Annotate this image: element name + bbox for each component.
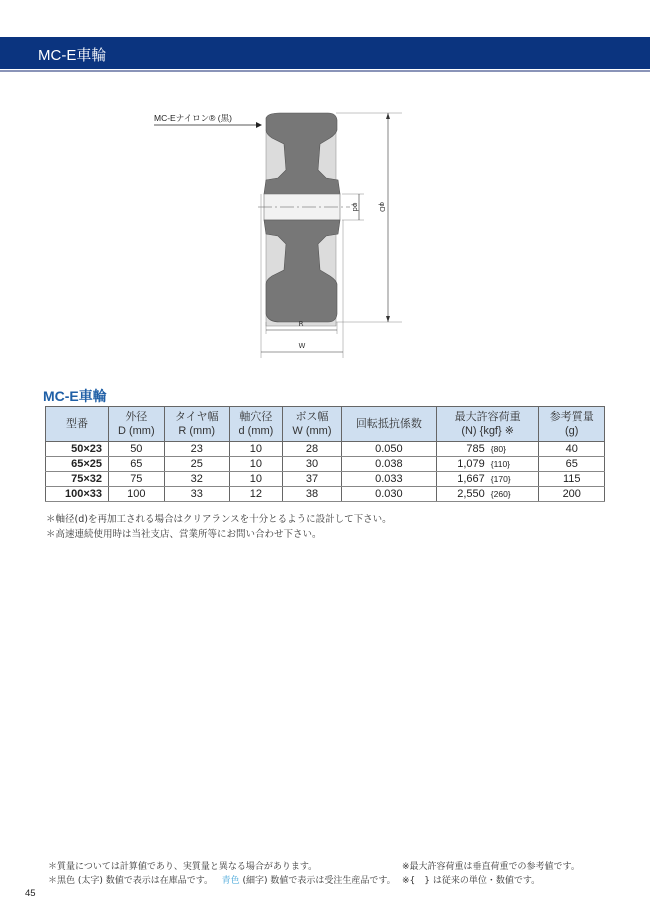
footnote-max-load: ※最大許容荷重は垂直荷重での参考値です。: [402, 862, 580, 872]
note-shaft-rework: ＊軸径(d)を再加工される場合はクリアランスを十分とるように設計して下さい。: [46, 514, 392, 525]
col-tire-width: タイヤ幅 R (mm): [164, 407, 229, 442]
table-row: 65×25 65 25 10 30 0.038 1,079 {110} 65: [46, 457, 605, 472]
note-high-speed: ＊高速連続使用時は当社支店、営業所等にお問い合わせ下さい。: [46, 529, 322, 540]
col-mass: 参考質量 (g): [539, 407, 605, 442]
col-max-load: 最大許容荷重 (N) {kgf} ※: [436, 407, 539, 442]
blue-color-label: 青色: [221, 876, 240, 886]
page-title: MC-E車輪: [38, 47, 107, 64]
page-number: 45: [25, 888, 36, 899]
col-outer-diameter: 外径 D (mm): [109, 407, 165, 442]
footnote-brackets: ※{ } は従来の単位・数値です。: [402, 876, 541, 886]
table-row: 75×32 75 32 10 37 0.033 1,667 {170} 115: [46, 472, 605, 487]
bore-dim-label: φd: [351, 202, 359, 212]
section-title: MC-E車輪: [43, 388, 107, 404]
boss-width-label: W: [298, 342, 306, 350]
col-model: 型番: [46, 407, 109, 442]
table-row: 50×23 50 23 10 28 0.050 785 {80} 40: [46, 442, 605, 457]
table-header-row: [46, 407, 605, 442]
col-boss-width: ボス幅 W (mm): [283, 407, 342, 442]
footnote-mass: ＊質量については計算値であり、実質量と異なる場合があります。: [48, 862, 318, 872]
outer-dim-label: φD: [378, 201, 386, 213]
footnote-color-legend: ＊黒色 (太字) 数値で表示は在庫品です。 青色 (細字) 数値で表示は受注生産品です。: [48, 876, 396, 886]
header-divider: [0, 70, 650, 72]
col-rolling-resistance: 回転抵抗係数: [341, 407, 436, 442]
spec-table: [45, 406, 605, 502]
material-label: MC-Eナイロン® (黒): [154, 113, 232, 123]
tire-width-label: R: [298, 320, 304, 328]
col-bore: 軸穴径 d (mm): [229, 407, 282, 442]
table-row: 100×33 100 33 12 38 0.030 2,550 {260} 200: [46, 487, 605, 502]
wheel-cross-section-diagram: [140, 100, 420, 370]
